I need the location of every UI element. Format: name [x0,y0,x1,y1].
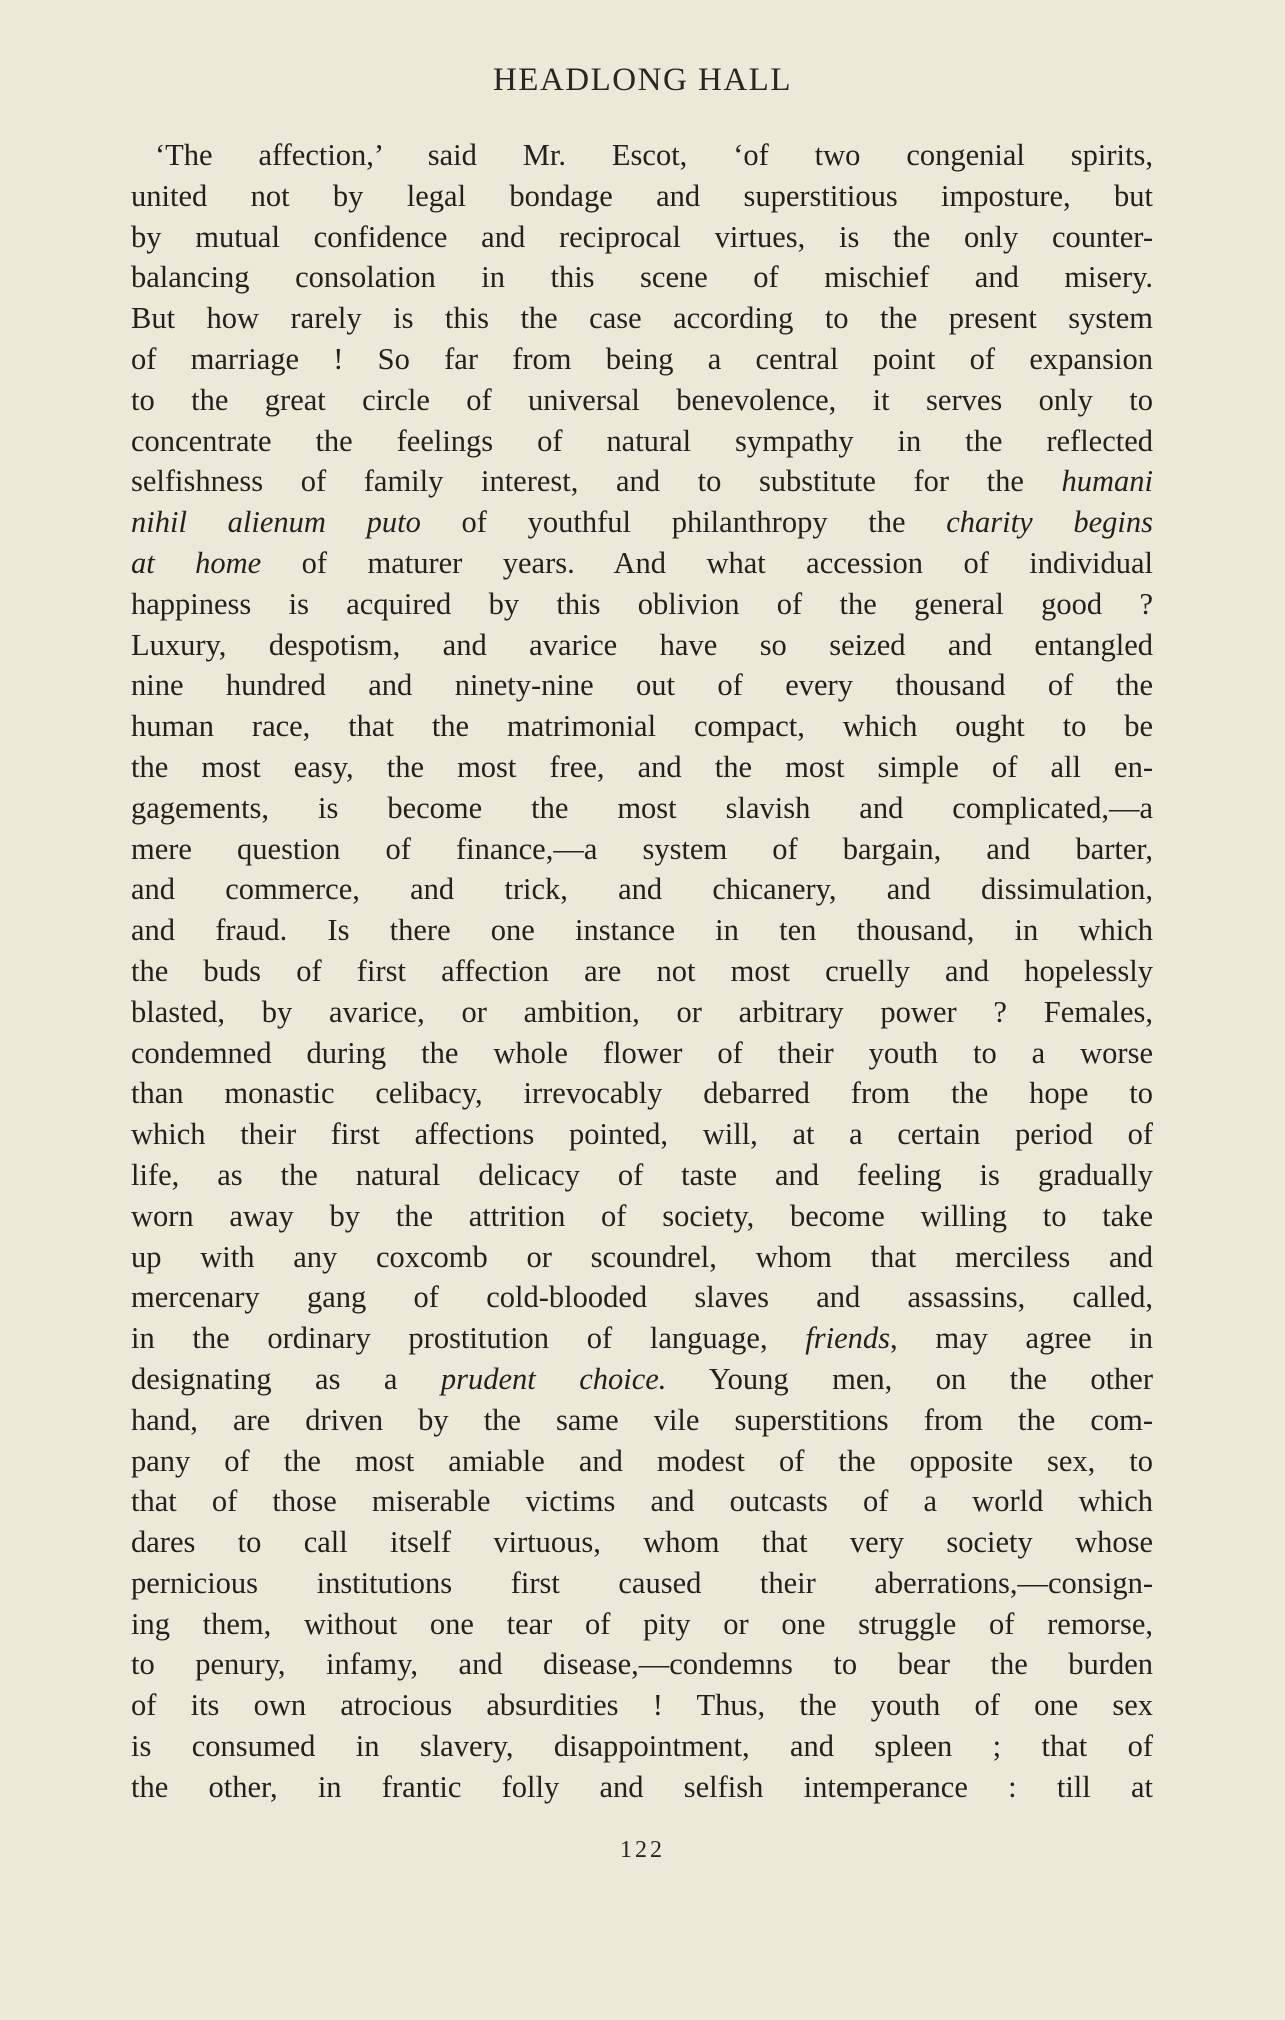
text-line [131,992,1153,1033]
text-segment: pernicious institutions first caused their aberrations,—consign- [131,1565,1153,1600]
text-segment: Luxury, despotism, and avarice have so seized and entangled [131,627,1153,662]
text-line [131,665,1153,706]
text-line [131,1033,1153,1074]
body-text [131,135,1153,1808]
text-line [131,1114,1153,1155]
text-line [131,1359,1153,1400]
text-segment: of its own atrocious absurdities ! Thus, the youth of one sex [131,1688,1153,1723]
text-line [131,869,1153,910]
page-number: 122 [620,1837,665,1863]
text-segment: balancing consolation in this scene of mischief and misery. [131,260,1153,295]
text-segment: concentrate the feelings of natural sympathy in the reflected [131,423,1153,458]
text-segment: by mutual confidence and reciprocal virtues, is the only counter- [131,219,1153,254]
text-segment: the other, in frantic folly and selfish intemperance : till at [131,1769,1153,1804]
text-segment: in the ordinary prostitution of language, [131,1321,806,1356]
text-line [131,176,1153,217]
text-segment: and fraud. Is there one instance in ten thousand, in which [131,913,1153,948]
text-segment: pany of the most amiable and modest of the opposite sex, to [131,1443,1153,1478]
text-segment: up with any coxcomb or scoundrel, whom that merciless and [131,1239,1153,1274]
text-segment: dares to call itself virtuous, whom that very society whose [131,1525,1153,1560]
text-segment: and commerce, and trick, and chicanery, and dissimulation, [131,872,1153,907]
text-segment: united not by legal bondage and superstitious imposture, but [131,178,1153,213]
text-segment: mercenary gang of cold-blooded slaves and assassins, called, [131,1280,1153,1315]
text-line [131,298,1153,339]
text-line [131,706,1153,747]
text-segment: worn away by the attrition of society, become willing to take [131,1198,1153,1233]
text-segment: the buds of first affection are not most cruelly and hopelessly [131,953,1153,988]
italic-phrase: friends [805,1321,891,1356]
text-line [131,1481,1153,1522]
text-segment: ing them, without one tear of pity or one struggle of remorse, [131,1606,1153,1641]
text-segment: the most easy, the most free, and the most simple of all en- [131,749,1153,784]
text-line [131,1441,1153,1482]
text-line [131,217,1153,258]
text-line [131,380,1153,421]
text-segment: that of those miserable victims and outcasts of a world which [131,1484,1153,1519]
text-line [131,543,1153,584]
text-line [131,829,1153,870]
italic-phrase: nihil alienum puto [131,505,421,540]
text-line [131,1522,1153,1563]
text-line [131,1237,1153,1278]
text-segment: of youthful philanthropy the [420,505,947,540]
text-segment: which their first affections pointed, will, at a certain period of [131,1117,1153,1152]
text-line [131,135,1153,176]
text-line [131,910,1153,951]
text-segment: ‘The affection,’ said Mr. Escot, ‘of two congenial spirits, [155,138,1153,172]
text-line [131,1155,1153,1196]
text-line [131,584,1153,625]
text-segment: gagements, is become the most slavish and complicated,—a [131,790,1153,825]
text-segment: of maturer years. And what accession of individual [261,545,1153,580]
text-segment: happiness is acquired by this oblivion of the general good ? [131,586,1153,621]
text-segment: Young men, on the other [666,1361,1153,1396]
text-segment: human race, that the matrimonial compact, which ought to be [131,709,1153,744]
text-line [131,1726,1153,1767]
text-line [131,1644,1153,1685]
italic-phrase: humani [1061,464,1153,499]
text-line [131,1767,1153,1808]
italic-phrase: at home [131,545,262,580]
text-line [131,1685,1153,1726]
text-line [131,1073,1153,1114]
text-segment: blasted, by avarice, or ambition, or arbitrary power ? Females, [131,994,1153,1029]
text-segment: , may agree in [890,1321,1153,1356]
italic-phrase: prudent choice. [440,1361,667,1396]
text-line [131,1196,1153,1237]
text-line [131,1318,1153,1359]
text-segment: hand, are driven by the same vile superstitions from the com- [131,1402,1153,1437]
text-line [131,625,1153,666]
text-line [131,1277,1153,1318]
text-line [131,1563,1153,1604]
text-segment: But how rarely is this the case according to the present system [131,301,1153,336]
text-segment: selfishness of family interest, and to substitute for the [131,464,1062,499]
running-head: HEADLONG HALL [492,62,793,98]
italic-phrase: charity begins [946,505,1153,540]
text-line [131,747,1153,788]
text-segment: than monastic celibacy, irrevocably debarred from the hope to [131,1076,1153,1111]
text-segment: life, as the natural delicacy of taste and feeling is gradually [131,1157,1153,1192]
text-line [131,339,1153,380]
text-segment: designating as a [131,1361,441,1396]
text-segment: to the great circle of universal benevolence, it serves only to [131,382,1153,417]
text-line [131,502,1153,543]
text-segment: is consumed in slavery, disappointment, and spleen ; that of [131,1729,1153,1764]
text-line [131,951,1153,992]
text-line [131,788,1153,829]
text-segment: mere question of finance,—a system of bargain, and barter, [131,831,1153,866]
text-segment: of marriage ! So far from being a central point of expansion [131,341,1153,376]
text-segment: to penury, infamy, and disease,—condemns to bear the burden [131,1647,1153,1682]
text-segment: condemned during the whole flower of their youth to a worse [131,1035,1153,1070]
text-line [131,421,1153,462]
text-segment: nine hundred and ninety-nine out of every thousand of the [131,668,1153,703]
text-line [131,1400,1153,1441]
text-line [131,1604,1153,1645]
text-line [131,257,1153,298]
text-line [131,461,1153,502]
